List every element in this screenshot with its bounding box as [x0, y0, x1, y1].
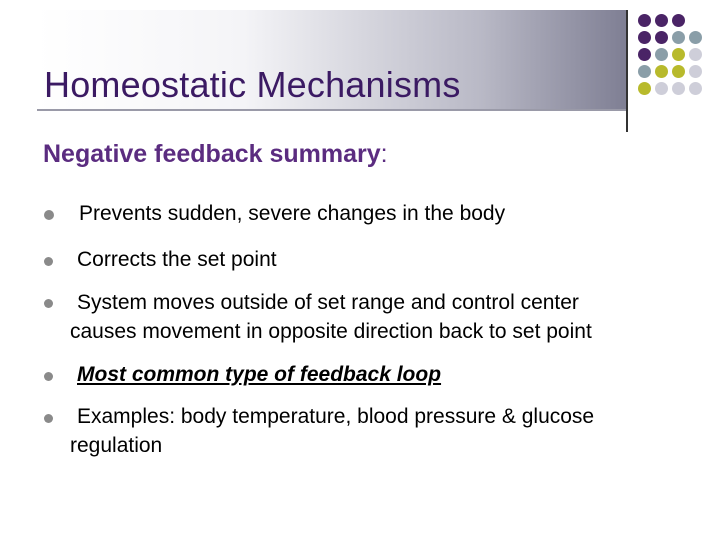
slide-title: Homeostatic Mechanisms [44, 64, 461, 105]
bullet-4-text: Most common type of feedback loop [77, 363, 442, 386]
decorative-dot [672, 65, 685, 78]
decorative-dot-grid [634, 10, 718, 132]
decorative-dot [638, 65, 651, 78]
slide-subtitle [43, 140, 388, 169]
decorative-dot [638, 82, 651, 95]
decorative-dot [638, 31, 651, 44]
decorative-dot [638, 48, 651, 61]
decorative-dot [638, 14, 651, 27]
bullet-5-text-line-2: regulation [70, 434, 163, 457]
decorative-dot [655, 82, 668, 95]
decorative-dot [672, 48, 685, 61]
decorative-dot [672, 31, 685, 44]
decorative-dot [689, 82, 702, 95]
bullet-3-text-line-1: System moves outside of set range and control center [77, 291, 579, 314]
subtitle-colon: : [380, 140, 388, 168]
title-divider [626, 10, 628, 132]
bullet-3-text-line-2: causes movement in opposite direction back to set point [70, 320, 592, 343]
decorative-dot [689, 31, 702, 44]
decorative-dot [655, 48, 668, 61]
decorative-dot [655, 65, 668, 78]
bullet-dot [44, 257, 53, 266]
decorative-dot [672, 14, 685, 27]
title-bar-underline [37, 109, 628, 111]
bullet-dot [44, 299, 53, 308]
decorative-dot [655, 14, 668, 27]
subtitle-text: Negative feedback summary [43, 140, 381, 168]
decorative-dot [689, 48, 702, 61]
bullet-dot [44, 414, 53, 423]
decorative-dot [672, 82, 685, 95]
bullet-5-text-line-1: Examples: body temperature, blood pressure & glucose [77, 405, 595, 428]
decorative-dot [689, 65, 702, 78]
bullet-dot [44, 372, 53, 381]
bullet-1-text: Prevents sudden, severe changes in the body [79, 202, 506, 225]
decorative-dot [655, 31, 668, 44]
bullet-2-text: Corrects the set point [77, 248, 277, 271]
bullet-dot [44, 210, 54, 220]
